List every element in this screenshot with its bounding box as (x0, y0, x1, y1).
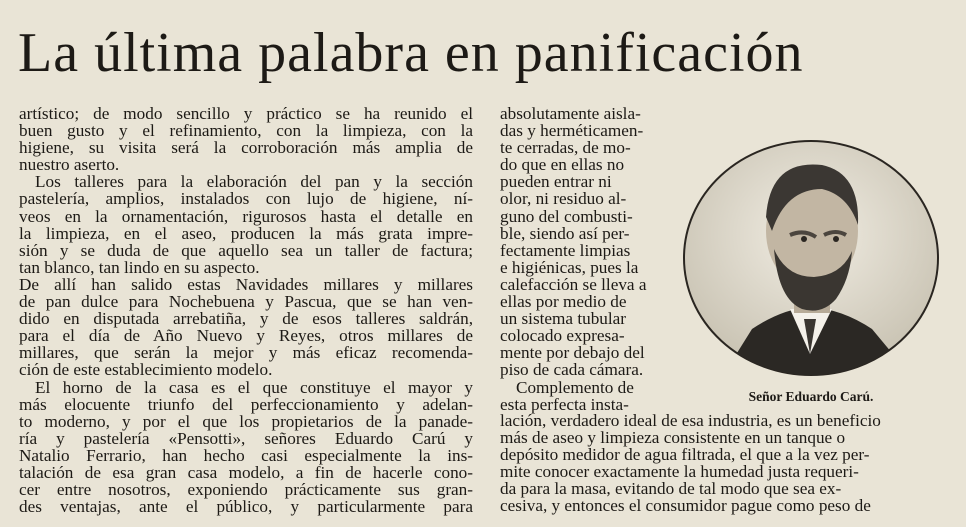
text-line: calefacción se lleva a (500, 274, 647, 294)
text-line: depósito medidor de agua filtrada, el que a la vez per- (500, 445, 870, 465)
text-line: lación, verdadero ideal de esa industria, es un beneficio (500, 411, 881, 430)
text-line: Complemento de (516, 377, 634, 397)
text-line: do que en ellas no (500, 155, 625, 175)
text-line: ellas por medio de (500, 292, 627, 312)
text-line: artístico; de modo sencillo y práctico se ha reunido el (19, 104, 473, 123)
column-middle (500, 105, 668, 413)
text-line: mente por debajo del (500, 343, 645, 363)
text-line: colocado expresa- (500, 326, 625, 346)
text-line: guno del combusti- (500, 206, 633, 226)
column-left (19, 105, 473, 515)
text-line: des ventajas, ante el público, y particularmente para (19, 497, 473, 517)
text-line: para el día de Año Nuevo y Reyes, otros millares de (19, 326, 473, 346)
text-line: de pan dulce para Nochebuena y Pascua, que se han ven- (19, 292, 473, 312)
text-line: te cerradas, de mo- (500, 138, 631, 158)
text-line: millares, que serán la mejor y más eficaz recomenda- (19, 343, 473, 363)
text-line: nuestro aserto. (19, 155, 120, 175)
portrait-photo (682, 139, 940, 377)
column-right-bottom (500, 412, 946, 515)
text-line: esta perfecta insta- (500, 394, 629, 414)
text-line: sión y se duda de que aquello sea un taller de factura; (19, 240, 473, 260)
text-line: El horno de la casa es el que constituye el mayor y (35, 377, 473, 397)
text-line: Los talleres para la elaboración del pan y la sección (35, 172, 473, 192)
text-line: tan blanco, tan lindo en su aspecto. (19, 257, 260, 277)
text-line: fectamente limpias (500, 240, 631, 260)
text-line: olor, ni residuo al- (500, 189, 627, 209)
text-line: Natalio Ferrario, han hecho casi especialmente la ins- (19, 445, 473, 465)
text-line: pastelería, amplios, instalados con lujo de higiene, ní- (19, 189, 473, 209)
text-line: De allí han salido estas Navidades millares y millares (19, 274, 473, 294)
text-line: cesiva, y entonces el consumidor pague como peso de (500, 496, 871, 516)
text-line: ble, siendo así per- (500, 223, 630, 243)
text-line: absolutamente aisla- (500, 104, 641, 123)
text-line: veos en la ornamentación, rigurosos hasta el detalle en (19, 206, 473, 226)
text-line: ría y pastelería «Pensotti», señores Eduardo Carú y (19, 428, 473, 448)
text-line: cer entre nosotros, exponiendo prácticamente sus gran- (19, 480, 473, 500)
text-line: pueden entrar ni (500, 172, 612, 192)
text-line: mite conocer exactamente la humedad justa requeri- (500, 462, 859, 482)
text-line: das y herméticamen- (500, 121, 644, 141)
text-line: más elocuente triunfo del perfeccionamiento y adelan- (19, 394, 473, 414)
text-line: piso de cada cámara. (500, 360, 644, 380)
text-line: da para la masa, evitando de tal modo que sea ex- (500, 479, 842, 499)
text-line: buen gusto y el refinamiento, con la limpieza, con la (19, 121, 473, 141)
text-line: ción de este establecimiento modelo. (19, 360, 273, 380)
text-line: dido en disputada arrebatiña, y de esos talleres saldrán, (19, 309, 473, 329)
text-line: e higiénicas, pues la (500, 257, 639, 277)
article-title: La última palabra en panificación (18, 22, 804, 84)
text-line: talación de esa gran casa modelo, a fin de hacerle cono- (19, 462, 473, 482)
text-line: higiene, su visita será la corroboración más amplia de (19, 138, 473, 158)
text-line: to moderno, y por el que los propietarios de la panade- (19, 411, 473, 431)
text-line: la limpieza, en el aseo, producen la más grata impre- (19, 223, 473, 243)
text-line: más de aseo y limpieza consistente en un tanque o (500, 428, 846, 448)
portrait-caption: Señor Eduardo Carú. (748, 389, 874, 404)
text-line: un sistema tubular (500, 309, 627, 329)
